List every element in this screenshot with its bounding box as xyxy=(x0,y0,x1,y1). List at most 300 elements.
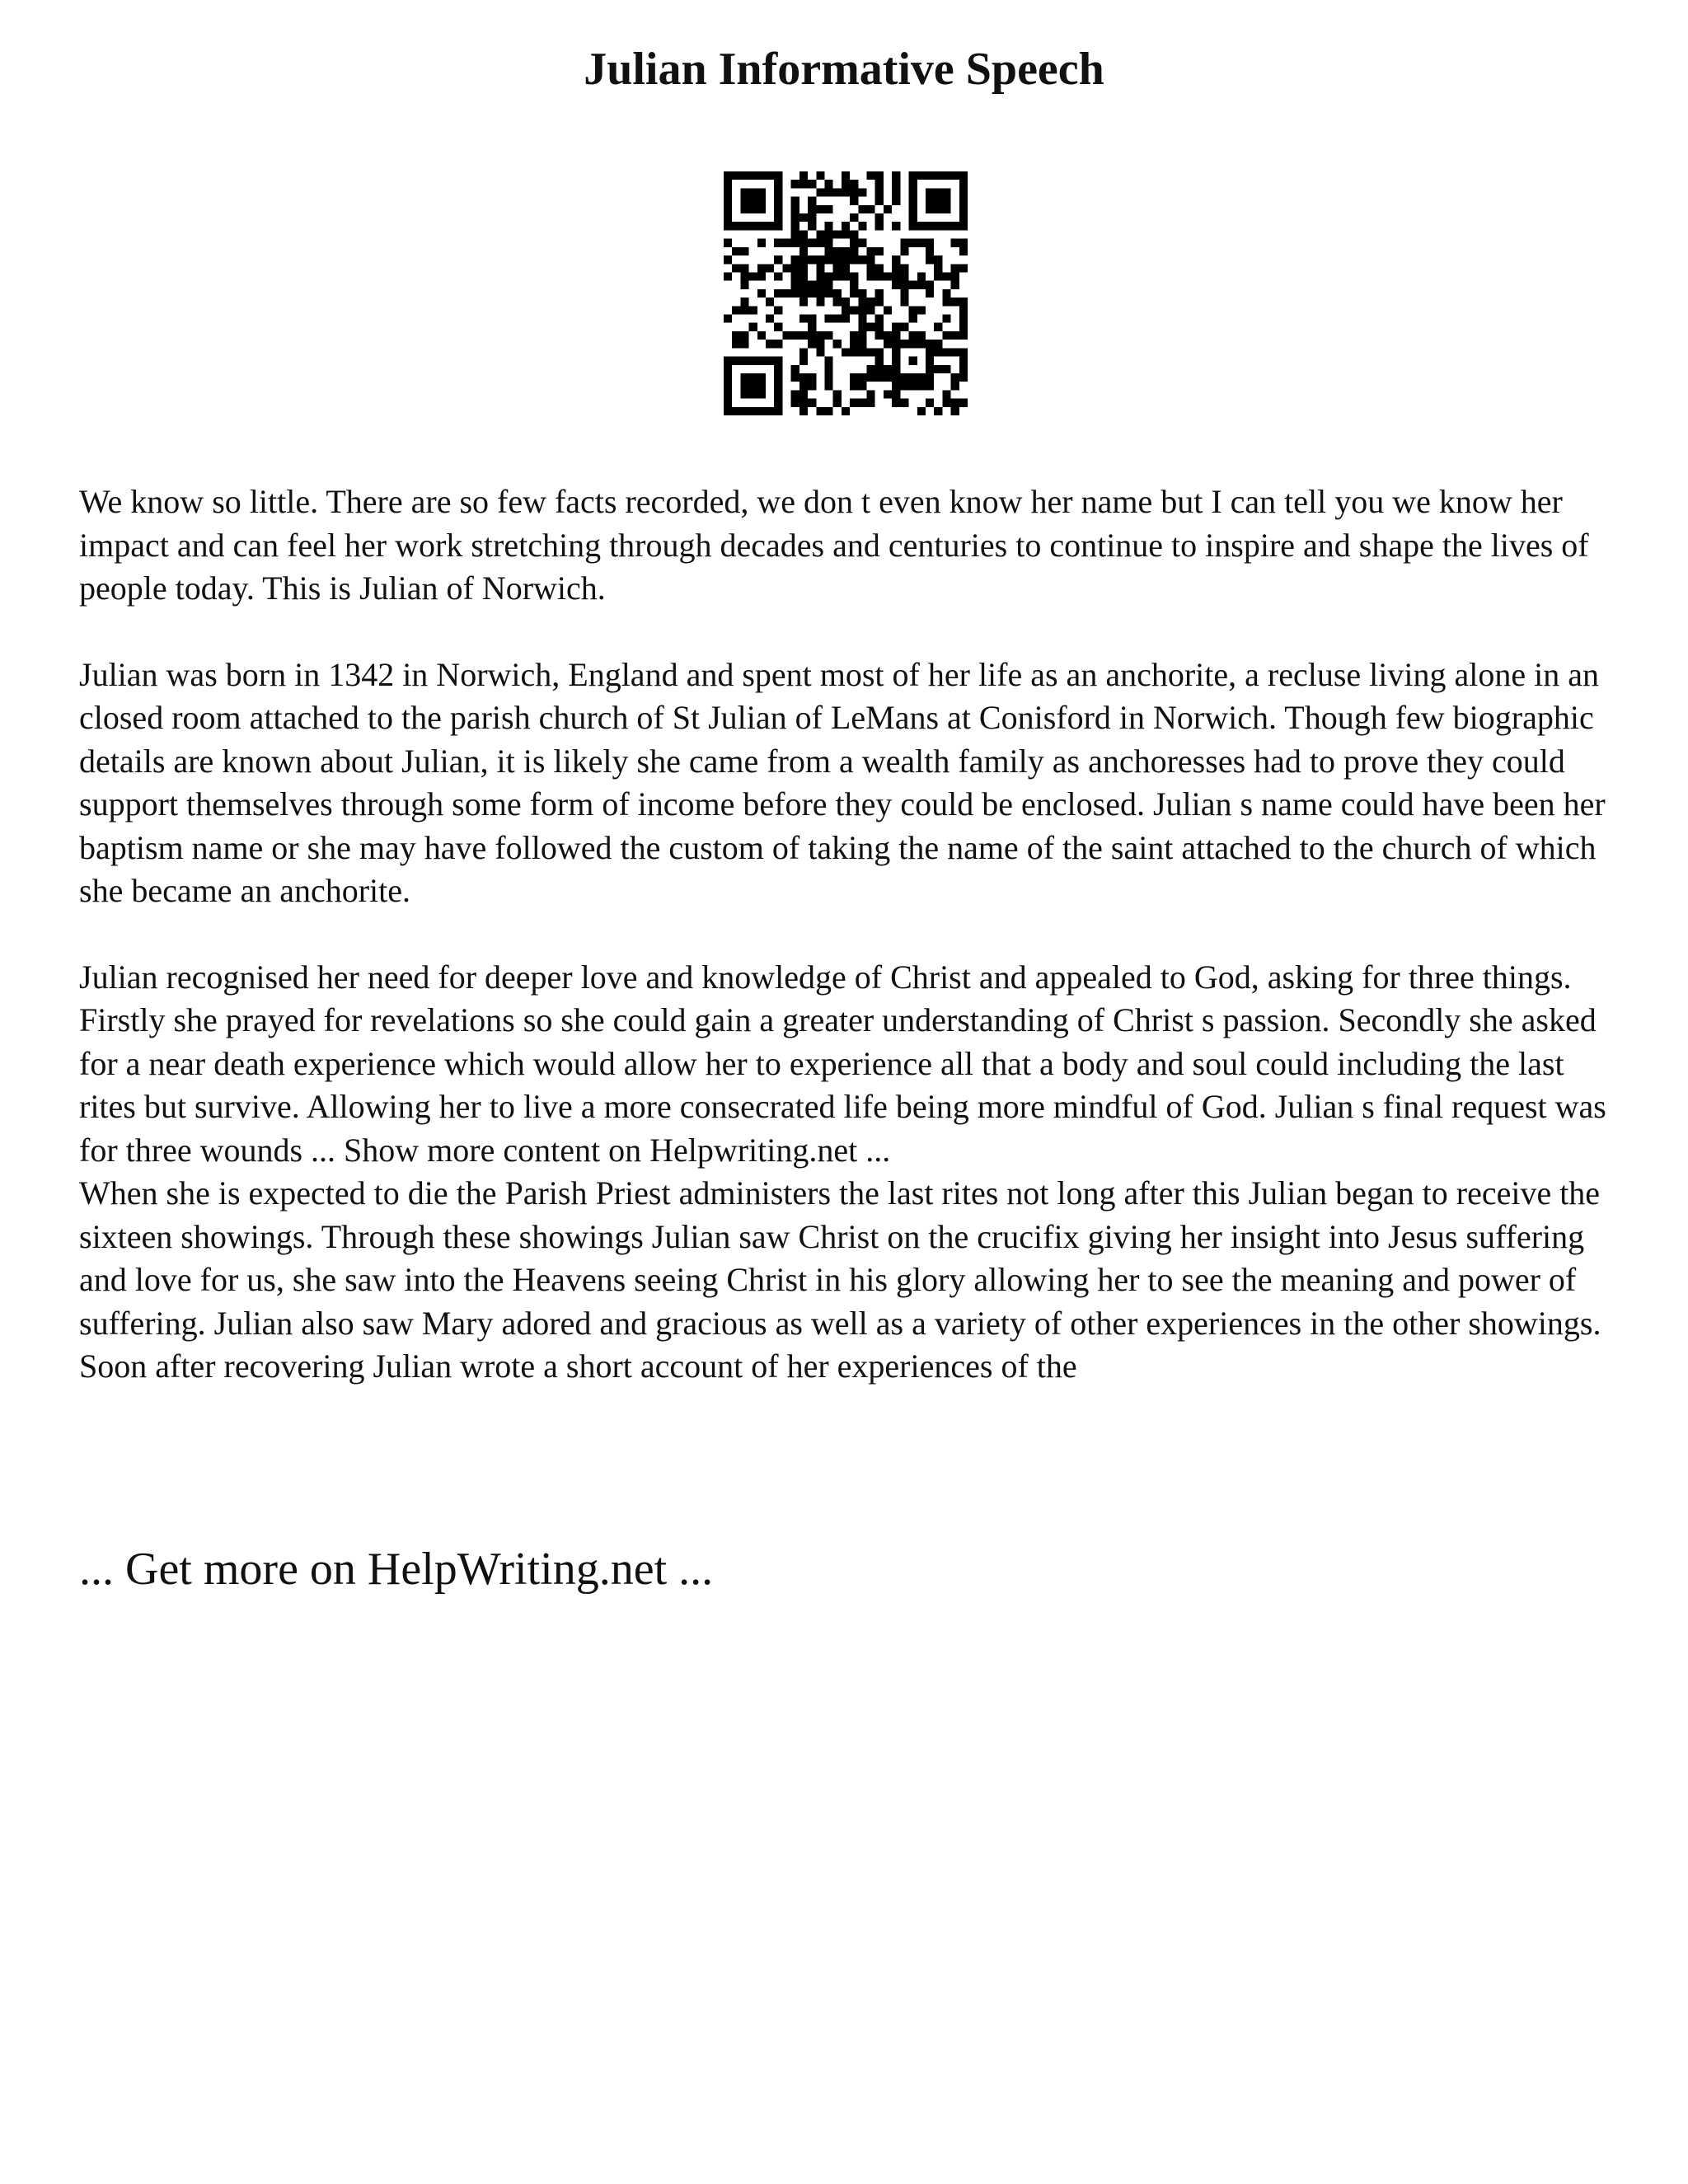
qr-module xyxy=(808,289,816,298)
qr-module xyxy=(724,255,732,264)
qr-module xyxy=(724,382,732,390)
qr-module xyxy=(833,399,842,407)
qr-module xyxy=(833,289,842,298)
qr-module xyxy=(858,323,866,331)
qr-module xyxy=(842,180,850,188)
qr-module xyxy=(934,323,942,331)
qr-module xyxy=(757,205,766,213)
paragraph-spacer xyxy=(79,611,1629,654)
qr-module xyxy=(808,213,816,222)
qr-module xyxy=(816,205,824,213)
qr-module xyxy=(917,407,926,415)
qr-module xyxy=(900,272,908,280)
qr-module xyxy=(858,373,866,382)
qr-module xyxy=(892,365,900,373)
qr-module xyxy=(942,289,950,298)
qr-module xyxy=(757,407,766,415)
qr-module xyxy=(951,281,959,289)
qr-module xyxy=(917,373,926,382)
qr-module xyxy=(791,373,799,382)
qr-module xyxy=(917,340,926,348)
qr-module xyxy=(934,188,942,196)
qr-module xyxy=(926,281,934,289)
qr-module xyxy=(892,188,900,196)
qr-module xyxy=(842,272,850,280)
qr-module xyxy=(791,205,799,213)
paragraph-showings: When she is expected to die the Parish Priest administers the last rites not long after this Julian began to receive the sixteen showings. Through these showings Julian saw Christ on the crucifix giving her insight into Jesus suffering and love for us, she saw into the Heavens seeing Christ in his glory allowing her to see the meaning and power of suffering. Julian also saw Mary adored and gracious as well as a variety of other experiences in the other showings. Soon after recovering Julian wrote a short account of her experiences of the xyxy=(79,1174,1601,1385)
qr-module xyxy=(858,340,866,348)
qr-module xyxy=(740,390,748,398)
qr-module xyxy=(867,264,875,272)
qr-module xyxy=(892,399,900,407)
qr-module xyxy=(774,188,782,196)
qr-module xyxy=(824,365,832,373)
paragraph-intro: We know so little. There are so few facts recorded, we don t even know her name but I can tell you we know her impact and can feel her work stretching through decades and centuries to continue to inspire and shape the lives of people today. This is Julian of Norwich. xyxy=(79,483,1589,607)
qr-module xyxy=(934,222,942,230)
qr-module xyxy=(757,239,766,247)
qr-module xyxy=(749,171,757,180)
qr-module xyxy=(808,281,816,289)
qr-module xyxy=(749,407,757,415)
qr-module xyxy=(858,315,866,323)
qr-module xyxy=(842,298,850,306)
qr-module xyxy=(808,373,816,382)
qr-module xyxy=(732,247,740,255)
qr-module xyxy=(867,298,875,306)
qr-module xyxy=(858,306,866,314)
qr-module xyxy=(757,373,766,382)
qr-module xyxy=(867,323,875,331)
qr-module xyxy=(782,289,790,298)
qr-module xyxy=(858,205,866,213)
qr-module xyxy=(867,390,875,398)
qr-module xyxy=(824,180,832,188)
qr-module xyxy=(959,399,968,407)
qr-module xyxy=(774,222,782,230)
qr-module xyxy=(749,390,757,398)
qr-module xyxy=(842,348,850,356)
qr-module xyxy=(900,247,908,255)
qr-module xyxy=(816,407,824,415)
qr-module xyxy=(934,264,942,272)
paragraph-biography: Julian was born in 1342 in Norwich, England and spent most of her life as an anchorite, a recluse living alone in an closed room attached to the parish church of St Julian of LeMans at Conisford in Norwich. Though few biographic details are known about Julian, it is likely she came from a wealth family as anchoresses had to prove they could support themselves through some form of income before they could be enclosed. Julian s name could have been her baptism name or she may have followed the custom of taking the name of the saint attached to the church of which she became an anchorite. xyxy=(79,655,1606,909)
qr-module xyxy=(774,323,782,331)
qr-module xyxy=(892,373,900,382)
qr-module xyxy=(926,382,934,390)
qr-module xyxy=(942,272,950,280)
qr-module xyxy=(951,382,959,390)
qr-module xyxy=(740,331,748,340)
qr-module xyxy=(799,264,808,272)
qr-module xyxy=(799,255,808,264)
page-title: Julian Informative Speech xyxy=(584,44,1104,95)
qr-module xyxy=(926,247,934,255)
qr-module xyxy=(892,255,900,264)
qr-module xyxy=(740,407,748,415)
qr-module xyxy=(875,171,884,180)
qr-module xyxy=(850,197,858,205)
qr-module xyxy=(724,365,732,373)
qr-module xyxy=(833,188,842,196)
qr-module xyxy=(732,222,740,230)
qr-module xyxy=(867,399,875,407)
qr-module xyxy=(892,340,900,348)
qr-module xyxy=(900,399,908,407)
qr-module xyxy=(934,348,942,356)
qr-module xyxy=(842,315,850,323)
qr-module xyxy=(942,188,950,196)
qr-module xyxy=(875,373,884,382)
qr-module xyxy=(782,239,790,247)
qr-module xyxy=(757,272,766,280)
qr-module xyxy=(875,365,884,373)
qr-module xyxy=(917,272,926,280)
qr-module xyxy=(791,180,799,188)
qr-module xyxy=(749,373,757,382)
qr-module xyxy=(867,272,875,280)
qr-module xyxy=(934,255,942,264)
qr-module xyxy=(875,298,884,306)
qr-module xyxy=(884,373,892,382)
qr-module xyxy=(959,180,968,188)
qr-module xyxy=(724,315,732,323)
qr-module xyxy=(942,171,950,180)
qr-module xyxy=(799,399,808,407)
qr-module xyxy=(740,373,748,382)
qr-module xyxy=(926,197,934,205)
qr-module xyxy=(740,205,748,213)
qr-module xyxy=(791,239,799,247)
qr-module xyxy=(850,188,858,196)
qr-module xyxy=(951,222,959,230)
qr-module xyxy=(808,255,816,264)
qr-module xyxy=(917,331,926,340)
qr-module xyxy=(917,281,926,289)
qr-module xyxy=(799,348,808,356)
qr-module xyxy=(732,340,740,348)
qr-module xyxy=(850,272,858,280)
qr-module xyxy=(926,357,934,365)
qr-module xyxy=(858,289,866,298)
qr-module xyxy=(934,205,942,213)
qr-module xyxy=(959,306,968,314)
qr-module xyxy=(900,264,908,272)
qr-module xyxy=(959,213,968,222)
qr-module xyxy=(884,390,892,398)
qr-module xyxy=(875,289,884,298)
qr-module xyxy=(959,188,968,196)
qr-module xyxy=(732,171,740,180)
qr-module xyxy=(808,315,816,323)
qr-module xyxy=(799,247,808,255)
qr-module xyxy=(766,298,774,306)
qr-module xyxy=(875,357,884,365)
qr-module xyxy=(824,272,832,280)
qr-module xyxy=(867,171,875,180)
qr-module xyxy=(850,213,858,222)
qr-module xyxy=(959,348,968,356)
qr-module xyxy=(951,407,959,415)
qr-module xyxy=(824,230,832,238)
qr-module xyxy=(917,171,926,180)
qr-module xyxy=(909,188,917,196)
qr-module xyxy=(842,222,850,230)
qr-module xyxy=(842,247,850,255)
qr-module xyxy=(842,264,850,272)
qr-module xyxy=(791,222,799,230)
qr-module xyxy=(951,373,959,382)
qr-module xyxy=(875,197,884,205)
qr-module xyxy=(724,357,732,365)
qr-module xyxy=(816,255,824,264)
qr-module xyxy=(774,205,782,213)
qr-module xyxy=(774,272,782,280)
qr-module xyxy=(892,272,900,280)
qr-module xyxy=(740,197,748,205)
qr-module xyxy=(824,188,832,196)
qr-module xyxy=(816,289,824,298)
qr-module xyxy=(951,264,959,272)
qr-module xyxy=(850,180,858,188)
qr-module xyxy=(909,306,917,314)
qr-module xyxy=(782,264,790,272)
qr-module xyxy=(766,222,774,230)
qr-module xyxy=(740,272,748,280)
qr-code-graphic xyxy=(724,171,968,415)
qr-module xyxy=(917,382,926,390)
qr-module xyxy=(951,399,959,407)
qr-module xyxy=(917,306,926,314)
qr-module xyxy=(740,247,748,255)
qr-module xyxy=(842,171,850,180)
qr-module xyxy=(791,365,799,373)
qr-module xyxy=(884,331,892,340)
qr-module xyxy=(875,180,884,188)
qr-module xyxy=(740,171,748,180)
qr-module xyxy=(942,205,950,213)
qr-module xyxy=(959,315,968,323)
qr-module xyxy=(740,298,748,306)
qr-module xyxy=(909,315,917,323)
qr-module xyxy=(909,197,917,205)
qr-module xyxy=(909,222,917,230)
qr-module xyxy=(892,323,900,331)
qr-module xyxy=(900,281,908,289)
qr-module xyxy=(858,348,866,356)
qr-module xyxy=(875,222,884,230)
qr-module xyxy=(833,315,842,323)
qr-module xyxy=(799,407,808,415)
qr-module xyxy=(824,281,832,289)
qr-module xyxy=(724,197,732,205)
qr-module xyxy=(757,382,766,390)
qr-module xyxy=(892,197,900,205)
qr-module xyxy=(867,373,875,382)
qr-module xyxy=(934,365,942,373)
qr-module xyxy=(799,331,808,340)
qr-module xyxy=(774,171,782,180)
qr-module xyxy=(757,171,766,180)
qr-module xyxy=(824,407,832,415)
qr-module xyxy=(926,289,934,298)
qr-module xyxy=(858,255,866,264)
qr-module xyxy=(959,365,968,373)
qr-module xyxy=(959,239,968,247)
qr-module xyxy=(808,197,816,205)
qr-module xyxy=(724,213,732,222)
qr-module xyxy=(959,357,968,365)
qr-module xyxy=(824,255,832,264)
qr-module xyxy=(850,247,858,255)
qr-module xyxy=(791,289,799,298)
qr-module xyxy=(833,247,842,255)
qr-module xyxy=(900,323,908,331)
qr-module xyxy=(875,331,884,340)
qr-module xyxy=(858,382,866,390)
qr-module xyxy=(926,340,934,348)
qr-module xyxy=(774,213,782,222)
qr-module xyxy=(934,272,942,280)
qr-module xyxy=(740,357,748,365)
qr-module xyxy=(766,357,774,365)
qr-module xyxy=(724,390,732,398)
qr-module xyxy=(909,180,917,188)
qr-module xyxy=(842,188,850,196)
qr-module xyxy=(867,247,875,255)
qr-module xyxy=(951,348,959,356)
qr-module xyxy=(875,315,884,323)
qr-module xyxy=(749,272,757,280)
qr-module xyxy=(850,399,858,407)
qr-module xyxy=(934,197,942,205)
qr-module xyxy=(942,399,950,407)
qr-module xyxy=(858,188,866,196)
qr-module xyxy=(740,382,748,390)
qr-module xyxy=(824,357,832,365)
qr-module xyxy=(900,382,908,390)
qr-module xyxy=(926,188,934,196)
qr-module xyxy=(892,390,900,398)
qr-module xyxy=(884,306,892,314)
qr-module xyxy=(858,331,866,340)
qr-module xyxy=(724,239,732,247)
qr-module xyxy=(900,289,908,298)
qr-module xyxy=(808,331,816,340)
qr-module xyxy=(740,188,748,196)
qr-module xyxy=(951,331,959,340)
qr-module xyxy=(909,340,917,348)
qr-module xyxy=(799,357,808,365)
qr-module xyxy=(749,188,757,196)
qr-module xyxy=(942,298,950,306)
qr-module xyxy=(774,373,782,382)
qr-module xyxy=(892,180,900,188)
qr-module xyxy=(959,264,968,272)
qr-module xyxy=(850,348,858,356)
qr-module xyxy=(959,197,968,205)
qr-module xyxy=(892,348,900,356)
qr-module xyxy=(799,315,808,323)
qr-module xyxy=(934,171,942,180)
qr-module xyxy=(833,272,842,280)
qr-module xyxy=(774,382,782,390)
qr-module xyxy=(749,382,757,390)
qr-module xyxy=(934,407,942,415)
qr-module xyxy=(842,407,850,415)
qr-module xyxy=(824,222,832,230)
qr-module xyxy=(850,340,858,348)
qr-module xyxy=(892,264,900,272)
qr-module xyxy=(951,239,959,247)
qr-module xyxy=(749,306,757,314)
qr-module xyxy=(824,247,832,255)
qr-module xyxy=(757,390,766,398)
qr-module xyxy=(824,315,832,323)
qr-module xyxy=(926,222,934,230)
qr-module xyxy=(791,213,799,222)
qr-module xyxy=(884,205,892,213)
qr-module xyxy=(926,171,934,180)
qr-module xyxy=(732,407,740,415)
qr-module xyxy=(917,239,926,247)
qr-module xyxy=(824,205,832,213)
qr-module xyxy=(909,171,917,180)
qr-module xyxy=(850,230,858,238)
qr-module xyxy=(757,289,766,298)
qr-module xyxy=(850,239,858,247)
qr-module xyxy=(892,281,900,289)
qr-module xyxy=(791,255,799,264)
qr-module xyxy=(959,205,968,213)
qr-module xyxy=(926,399,934,407)
qr-module xyxy=(732,331,740,340)
qr-module xyxy=(824,239,832,247)
qr-module xyxy=(740,222,748,230)
qr-module xyxy=(816,281,824,289)
qr-module xyxy=(942,390,950,398)
qr-module xyxy=(799,180,808,188)
qr-module xyxy=(774,340,782,348)
qr-module xyxy=(942,197,950,205)
qr-module xyxy=(799,239,808,247)
qr-code-icon[interactable] xyxy=(724,171,968,415)
qr-module xyxy=(892,357,900,365)
qr-module xyxy=(824,382,832,390)
qr-module xyxy=(858,222,866,230)
qr-module xyxy=(774,239,782,247)
qr-module xyxy=(850,255,858,264)
qr-module xyxy=(892,331,900,340)
qr-module xyxy=(842,306,850,314)
qr-module xyxy=(732,357,740,365)
qr-module xyxy=(824,373,832,382)
qr-module xyxy=(808,382,816,390)
qr-module xyxy=(951,171,959,180)
qr-module xyxy=(724,171,732,180)
qr-module xyxy=(766,407,774,415)
qr-module xyxy=(833,264,842,272)
qr-module xyxy=(926,205,934,213)
qr-module xyxy=(799,230,808,238)
qr-module xyxy=(799,382,808,390)
qr-module xyxy=(909,239,917,247)
get-more-link[interactable]: ... Get more on HelpWriting.net ... xyxy=(79,1544,714,1595)
qr-module xyxy=(909,213,917,222)
qr-module xyxy=(774,365,782,373)
article-body xyxy=(79,480,1629,1389)
qr-module xyxy=(909,281,917,289)
qr-module xyxy=(917,222,926,230)
